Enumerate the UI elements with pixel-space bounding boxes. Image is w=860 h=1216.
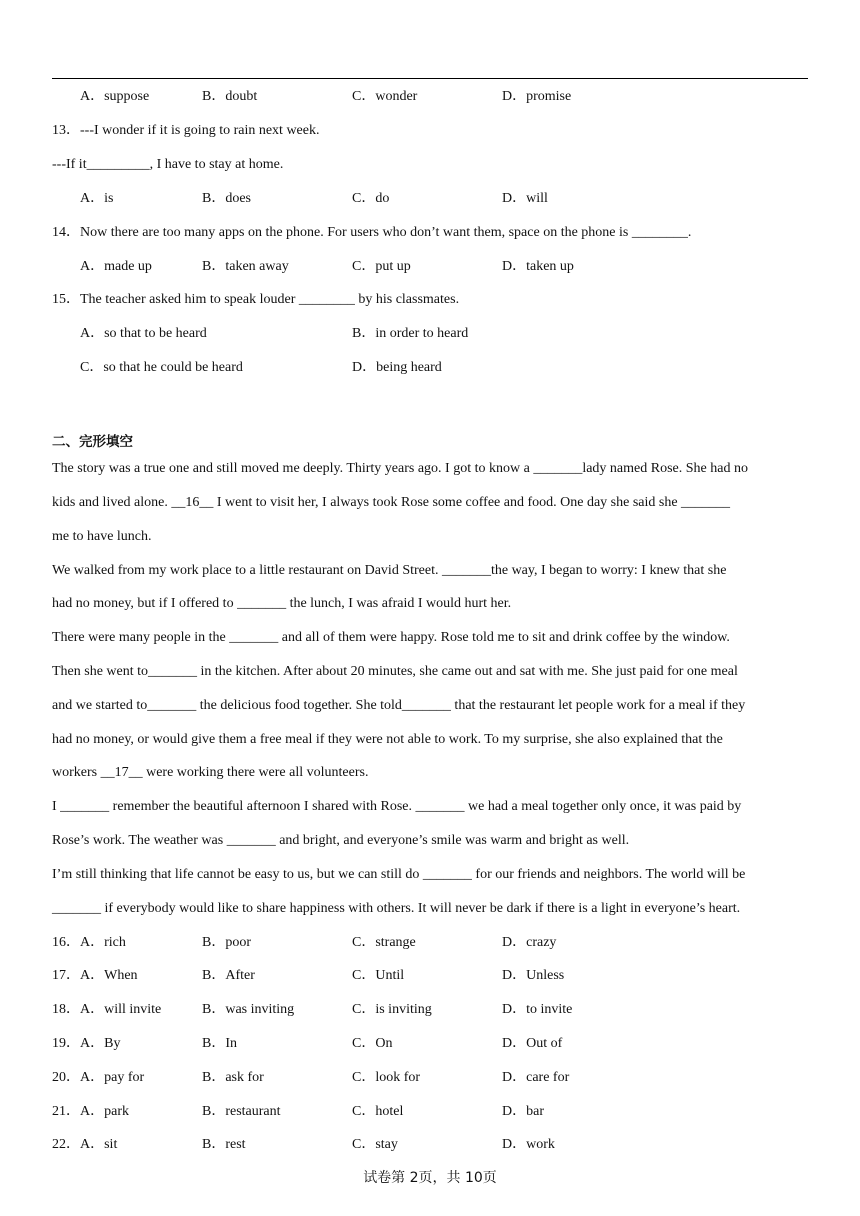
page-footer: 试卷第 2页，共 10页 [363,1170,497,1186]
section-title: 二、完形填空 [52,434,133,450]
answer-option-b: B．In [202,1036,237,1051]
header-rule [52,78,808,79]
answer-option-a: A．sit [80,1137,118,1152]
answer-option-a: A．When [80,968,138,983]
passage-line: We walked from my work place to a little restaurant on David Street. _______the way, I began to worry: I knew that she [52,563,727,578]
q15-option-a: A．so that to be heard [80,326,207,341]
answer-option-b: B．was inviting [202,1002,295,1017]
answer-option-c: C．hotel [352,1104,404,1119]
answer-number: 18． [52,1002,80,1017]
answer-number: 21． [52,1104,80,1119]
passage-line: Then she went to_______ in the kitchen. After about 20 minutes, she came out and sat with me. She just paid for one meal [52,664,738,679]
q15-option-d: D．being heard [352,360,442,375]
q12-option-a: A．suppose [80,89,150,104]
answer-option-c: C．stay [352,1137,398,1152]
q12-option-d: D．promise [502,89,572,104]
answer-option-b: B．ask for [202,1070,264,1085]
answer-option-b: B．After [202,968,255,983]
answer-option-d: D．to invite [502,1002,573,1017]
answer-option-b: B．poor [202,935,251,950]
answer-number: 19． [52,1036,80,1051]
q13-option-b: B．does [202,191,251,206]
passage-line: I _______ remember the beautiful afternoon I shared with Rose. _______ we had a meal together only once, it was paid by [52,799,742,814]
answer-option-c: C．look for [352,1070,421,1085]
answer-option-b: B．rest [202,1137,246,1152]
answer-option-d: D．work [502,1137,555,1152]
answer-option-d: D．crazy [502,935,557,950]
passage-line: I’m still thinking that life cannot be easy to us, but we can still do _______ for our friends and neighbors. The world will be [52,867,746,882]
q13-option-c: C．do [352,191,390,206]
answer-number: 16． [52,935,80,950]
passage-line: _______ if everybody would like to share happiness with others. It will never be dark if there is a light in everyone’s heart. [52,901,741,916]
q14-option-a: A．made up [80,259,152,274]
q12-option-c: C．wonder [352,89,418,104]
answer-option-d: D．Out of [502,1036,563,1051]
answer-option-c: C．Until [352,968,405,983]
answer-number: 20． [52,1070,80,1085]
answer-option-d: D．bar [502,1104,544,1119]
passage-line: had no money, or would give them a free meal if they were not able to work. To my surprise, she also explained that the [52,732,723,747]
passage-line: had no money, but if I offered to _______ the lunch, I was afraid I would hurt her. [52,596,512,611]
answer-number: 17． [52,968,80,983]
q14-option-c: C．put up [352,259,411,274]
passage-line: workers __17__ were working there were all volunteers. [52,765,369,780]
answer-option-b: B．restaurant [202,1104,281,1119]
answer-option-c: C．strange [352,935,416,950]
q15-option-b: B．in order to heard [352,326,469,341]
answer-option-c: C．is inviting [352,1002,432,1017]
q13-reply: ---If it_________, I have to stay at home. [52,157,284,172]
q14-option-b: B．taken away [202,259,289,274]
q15-stem: 15．The teacher asked him to speak louder ________ by his classmates. [52,292,460,307]
answer-option-a: A．By [80,1036,121,1051]
passage-line: kids and lived alone. __16__ I went to visit her, I always took Rose some coffee and food. One day she said she _______ [52,495,731,510]
answer-option-d: D．Unless [502,968,565,983]
passage-line: The story was a true one and still moved me deeply. Thirty years ago. I got to know a _______lady named Rose. She had no [52,461,748,476]
q13-option-a: A．is [80,191,114,206]
passage-line: There were many people in the _______ and all of them were happy. Rose told me to sit and drink coffee by the window. [52,630,730,645]
answer-option-a: A．pay for [80,1070,145,1085]
q14-option-d: D．taken up [502,259,574,274]
passage-line: and we started to_______ the delicious food together. She told_______ that the restaurant let people work for a meal if they [52,698,746,713]
answer-option-a: A．park [80,1104,129,1119]
answer-option-c: C．On [352,1036,393,1051]
answer-option-a: A．will invite [80,1002,162,1017]
passage-line: me to have lunch. [52,529,152,544]
q13-stem: 13．---I wonder if it is going to rain next week. [52,123,320,138]
q15-option-c: C．so that he could be heard [80,360,243,375]
q13-option-d: D．will [502,191,548,206]
q12-option-b: B．doubt [202,89,258,104]
answer-number: 22． [52,1137,80,1152]
q14-stem: 14．Now there are too many apps on the phone. For users who don’t want them, space on the phone is ________. [52,225,692,240]
passage-line: Rose’s work. The weather was _______ and bright, and everyone’s smile was warm and bright as well. [52,833,630,848]
answer-option-d: D．care for [502,1070,570,1085]
answer-option-a: A．rich [80,935,126,950]
